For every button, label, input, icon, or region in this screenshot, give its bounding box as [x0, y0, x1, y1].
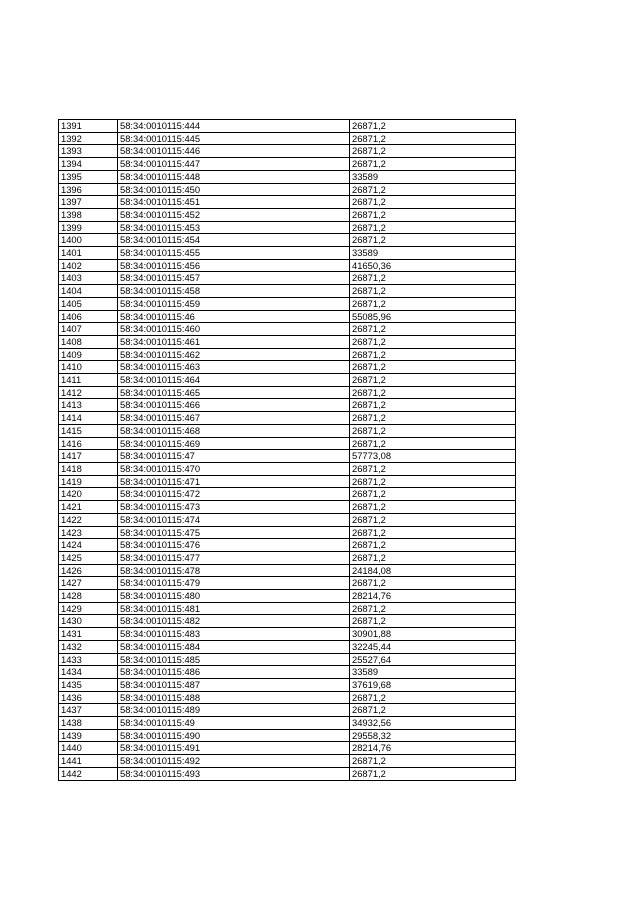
- value-cell: 26871,2: [350, 386, 516, 399]
- table-row: [59, 704, 516, 717]
- table-row: [59, 526, 516, 539]
- row-number-cell: 1405: [59, 297, 118, 310]
- table-row: [59, 158, 516, 171]
- row-number-cell: 1411: [59, 374, 118, 387]
- table-row: [59, 640, 516, 653]
- row-number-cell: 1439: [59, 729, 118, 742]
- cadastral-number-cell: 58:34:0010115:483: [118, 628, 350, 641]
- table-row: [59, 462, 516, 475]
- row-number-cell: 1418: [59, 462, 118, 475]
- value-cell: 24184,08: [350, 564, 516, 577]
- cadastral-value-table: [58, 119, 516, 781]
- table-row: [59, 323, 516, 336]
- cadastral-number-cell: 58:34:0010115:469: [118, 437, 350, 450]
- table-row: [59, 551, 516, 564]
- cadastral-number-cell: 58:34:0010115:459: [118, 297, 350, 310]
- table-row: [59, 678, 516, 691]
- row-number-cell: 1426: [59, 564, 118, 577]
- value-cell: 26871,2: [350, 526, 516, 539]
- value-cell: 26871,2: [350, 501, 516, 514]
- value-cell: 26871,2: [350, 348, 516, 361]
- row-number-cell: 1402: [59, 259, 118, 272]
- cadastral-number-cell: 58:34:0010115:453: [118, 221, 350, 234]
- cadastral-number-cell: 58:34:0010115:461: [118, 335, 350, 348]
- cadastral-number-cell: 58:34:0010115:472: [118, 488, 350, 501]
- cadastral-number-cell: 58:34:0010115:481: [118, 602, 350, 615]
- row-number-cell: 1406: [59, 310, 118, 323]
- table-row: [59, 717, 516, 730]
- cadastral-number-cell: 58:34:0010115:479: [118, 577, 350, 590]
- row-number-cell: 1413: [59, 399, 118, 412]
- cadastral-number-cell: 58:34:0010115:468: [118, 424, 350, 437]
- row-number-cell: 1412: [59, 386, 118, 399]
- cadastral-number-cell: 58:34:0010115:492: [118, 755, 350, 768]
- cadastral-number-cell: 58:34:0010115:47: [118, 450, 350, 463]
- row-number-cell: 1431: [59, 628, 118, 641]
- table-row: [59, 310, 516, 323]
- cadastral-number-cell: 58:34:0010115:460: [118, 323, 350, 336]
- cadastral-number-cell: 58:34:0010115:467: [118, 412, 350, 425]
- row-number-cell: 1425: [59, 551, 118, 564]
- value-cell: 26871,2: [350, 462, 516, 475]
- cadastral-number-cell: 58:34:0010115:487: [118, 678, 350, 691]
- cadastral-number-cell: 58:34:0010115:491: [118, 742, 350, 755]
- table-row: [59, 374, 516, 387]
- cadastral-number-cell: 58:34:0010115:488: [118, 691, 350, 704]
- table-row: [59, 183, 516, 196]
- row-number-cell: 1391: [59, 120, 118, 133]
- cadastral-number-cell: 58:34:0010115:447: [118, 158, 350, 171]
- cadastral-number-cell: 58:34:0010115:490: [118, 729, 350, 742]
- table-row: [59, 348, 516, 361]
- cadastral-number-cell: 58:34:0010115:471: [118, 475, 350, 488]
- table-row: [59, 297, 516, 310]
- table-row: [59, 424, 516, 437]
- table-row: [59, 437, 516, 450]
- row-number-cell: 1435: [59, 678, 118, 691]
- row-number-cell: 1419: [59, 475, 118, 488]
- value-cell: 33589: [350, 170, 516, 183]
- cadastral-number-cell: 58:34:0010115:475: [118, 526, 350, 539]
- row-number-cell: 1392: [59, 132, 118, 145]
- table-row: [59, 602, 516, 615]
- value-cell: 26871,2: [350, 615, 516, 628]
- table-row: [59, 196, 516, 209]
- cadastral-number-cell: 58:34:0010115:477: [118, 551, 350, 564]
- row-number-cell: 1395: [59, 170, 118, 183]
- table-row: [59, 120, 516, 133]
- row-number-cell: 1407: [59, 323, 118, 336]
- row-number-cell: 1441: [59, 755, 118, 768]
- table-row: [59, 335, 516, 348]
- row-number-cell: 1404: [59, 285, 118, 298]
- value-cell: 26871,2: [350, 323, 516, 336]
- table-row: [59, 513, 516, 526]
- row-number-cell: 1400: [59, 234, 118, 247]
- cadastral-number-cell: 58:34:0010115:46: [118, 310, 350, 323]
- row-number-cell: 1417: [59, 450, 118, 463]
- row-number-cell: 1421: [59, 501, 118, 514]
- value-cell: 26871,2: [350, 120, 516, 133]
- row-number-cell: 1393: [59, 145, 118, 158]
- value-cell: 33589: [350, 666, 516, 679]
- value-cell: 26871,2: [350, 272, 516, 285]
- table-row: [59, 767, 516, 780]
- value-cell: 26871,2: [350, 488, 516, 501]
- table-row: [59, 615, 516, 628]
- cadastral-number-cell: 58:34:0010115:462: [118, 348, 350, 361]
- table-row: [59, 259, 516, 272]
- table-row: [59, 666, 516, 679]
- table-row: [59, 755, 516, 768]
- table-row: [59, 399, 516, 412]
- table-row: [59, 132, 516, 145]
- value-cell: 26871,2: [350, 374, 516, 387]
- table-row: [59, 386, 516, 399]
- row-number-cell: 1398: [59, 208, 118, 221]
- cadastral-number-cell: 58:34:0010115:489: [118, 704, 350, 717]
- row-number-cell: 1437: [59, 704, 118, 717]
- row-number-cell: 1424: [59, 539, 118, 552]
- table-row: [59, 475, 516, 488]
- cadastral-number-cell: 58:34:0010115:486: [118, 666, 350, 679]
- table-body: [59, 120, 516, 781]
- value-cell: 30901,88: [350, 628, 516, 641]
- table-row: [59, 450, 516, 463]
- row-number-cell: 1427: [59, 577, 118, 590]
- value-cell: 26871,2: [350, 755, 516, 768]
- table-row: [59, 501, 516, 514]
- value-cell: 26871,2: [350, 551, 516, 564]
- cadastral-number-cell: 58:34:0010115:454: [118, 234, 350, 247]
- value-cell: 26871,2: [350, 183, 516, 196]
- cadastral-number-cell: 58:34:0010115:464: [118, 374, 350, 387]
- table-row: [59, 729, 516, 742]
- table-row: [59, 221, 516, 234]
- table-row: [59, 412, 516, 425]
- cadastral-number-cell: 58:34:0010115:457: [118, 272, 350, 285]
- value-cell: 41650,36: [350, 259, 516, 272]
- value-cell: 26871,2: [350, 539, 516, 552]
- row-number-cell: 1410: [59, 361, 118, 374]
- row-number-cell: 1397: [59, 196, 118, 209]
- value-cell: 26871,2: [350, 399, 516, 412]
- table-row: [59, 170, 516, 183]
- table-row: [59, 539, 516, 552]
- row-number-cell: 1396: [59, 183, 118, 196]
- cadastral-number-cell: 58:34:0010115:448: [118, 170, 350, 183]
- table-row: [59, 247, 516, 260]
- value-cell: 26871,2: [350, 437, 516, 450]
- cadastral-number-cell: 58:34:0010115:473: [118, 501, 350, 514]
- cadastral-number-cell: 58:34:0010115:452: [118, 208, 350, 221]
- row-number-cell: 1422: [59, 513, 118, 526]
- value-cell: 26871,2: [350, 767, 516, 780]
- value-cell: 26871,2: [350, 577, 516, 590]
- table-row: [59, 234, 516, 247]
- row-number-cell: 1403: [59, 272, 118, 285]
- row-number-cell: 1415: [59, 424, 118, 437]
- row-number-cell: 1401: [59, 247, 118, 260]
- cadastral-number-cell: 58:34:0010115:482: [118, 615, 350, 628]
- cadastral-number-cell: 58:34:0010115:493: [118, 767, 350, 780]
- cadastral-number-cell: 58:34:0010115:458: [118, 285, 350, 298]
- value-cell: 26871,2: [350, 297, 516, 310]
- cadastral-number-cell: 58:34:0010115:455: [118, 247, 350, 260]
- value-cell: 32245,44: [350, 640, 516, 653]
- cadastral-number-cell: 58:34:0010115:470: [118, 462, 350, 475]
- row-number-cell: 1429: [59, 602, 118, 615]
- cadastral-number-cell: 58:34:0010115:485: [118, 653, 350, 666]
- row-number-cell: 1399: [59, 221, 118, 234]
- value-cell: 26871,2: [350, 691, 516, 704]
- cadastral-number-cell: 58:34:0010115:451: [118, 196, 350, 209]
- value-cell: 57773,08: [350, 450, 516, 463]
- value-cell: 55085,96: [350, 310, 516, 323]
- table-row: [59, 628, 516, 641]
- cadastral-number-cell: 58:34:0010115:444: [118, 120, 350, 133]
- row-number-cell: 1394: [59, 158, 118, 171]
- cadastral-number-cell: 58:34:0010115:476: [118, 539, 350, 552]
- row-number-cell: 1420: [59, 488, 118, 501]
- table-row: [59, 361, 516, 374]
- value-cell: 26871,2: [350, 475, 516, 488]
- value-cell: 26871,2: [350, 196, 516, 209]
- value-cell: 37619,68: [350, 678, 516, 691]
- row-number-cell: 1432: [59, 640, 118, 653]
- value-cell: 26871,2: [350, 602, 516, 615]
- table-row: [59, 653, 516, 666]
- cadastral-number-cell: 58:34:0010115:446: [118, 145, 350, 158]
- table-row: [59, 742, 516, 755]
- value-cell: 28214,76: [350, 742, 516, 755]
- value-cell: 26871,2: [350, 285, 516, 298]
- value-cell: 26871,2: [350, 221, 516, 234]
- cadastral-number-cell: 58:34:0010115:484: [118, 640, 350, 653]
- table-row: [59, 272, 516, 285]
- table-row: [59, 691, 516, 704]
- value-cell: 26871,2: [350, 361, 516, 374]
- value-cell: 26871,2: [350, 158, 516, 171]
- value-cell: 34932,56: [350, 717, 516, 730]
- value-cell: 29558,32: [350, 729, 516, 742]
- row-number-cell: 1442: [59, 767, 118, 780]
- cadastral-number-cell: 58:34:0010115:474: [118, 513, 350, 526]
- table-row: [59, 577, 516, 590]
- row-number-cell: 1408: [59, 335, 118, 348]
- row-number-cell: 1438: [59, 717, 118, 730]
- row-number-cell: 1428: [59, 590, 118, 603]
- row-number-cell: 1409: [59, 348, 118, 361]
- value-cell: 25527,64: [350, 653, 516, 666]
- cadastral-number-cell: 58:34:0010115:49: [118, 717, 350, 730]
- value-cell: 26871,2: [350, 132, 516, 145]
- value-cell: 26871,2: [350, 513, 516, 526]
- table-row: [59, 590, 516, 603]
- row-number-cell: 1434: [59, 666, 118, 679]
- table-row: [59, 285, 516, 298]
- value-cell: 26871,2: [350, 704, 516, 717]
- value-cell: 26871,2: [350, 234, 516, 247]
- cadastral-number-cell: 58:34:0010115:445: [118, 132, 350, 145]
- row-number-cell: 1416: [59, 437, 118, 450]
- value-cell: 26871,2: [350, 335, 516, 348]
- row-number-cell: 1436: [59, 691, 118, 704]
- row-number-cell: 1414: [59, 412, 118, 425]
- value-cell: 33589: [350, 247, 516, 260]
- row-number-cell: 1430: [59, 615, 118, 628]
- row-number-cell: 1433: [59, 653, 118, 666]
- cadastral-number-cell: 58:34:0010115:466: [118, 399, 350, 412]
- cadastral-number-cell: 58:34:0010115:456: [118, 259, 350, 272]
- cadastral-number-cell: 58:34:0010115:465: [118, 386, 350, 399]
- cadastral-number-cell: 58:34:0010115:478: [118, 564, 350, 577]
- row-number-cell: 1423: [59, 526, 118, 539]
- cadastral-number-cell: 58:34:0010115:450: [118, 183, 350, 196]
- cadastral-number-cell: 58:34:0010115:480: [118, 590, 350, 603]
- value-cell: 26871,2: [350, 424, 516, 437]
- table-row: [59, 488, 516, 501]
- table-row: [59, 564, 516, 577]
- value-cell: 26871,2: [350, 412, 516, 425]
- table-row: [59, 145, 516, 158]
- row-number-cell: 1440: [59, 742, 118, 755]
- table-row: [59, 208, 516, 221]
- value-cell: 26871,2: [350, 145, 516, 158]
- value-cell: 26871,2: [350, 208, 516, 221]
- cadastral-number-cell: 58:34:0010115:463: [118, 361, 350, 374]
- value-cell: 28214,76: [350, 590, 516, 603]
